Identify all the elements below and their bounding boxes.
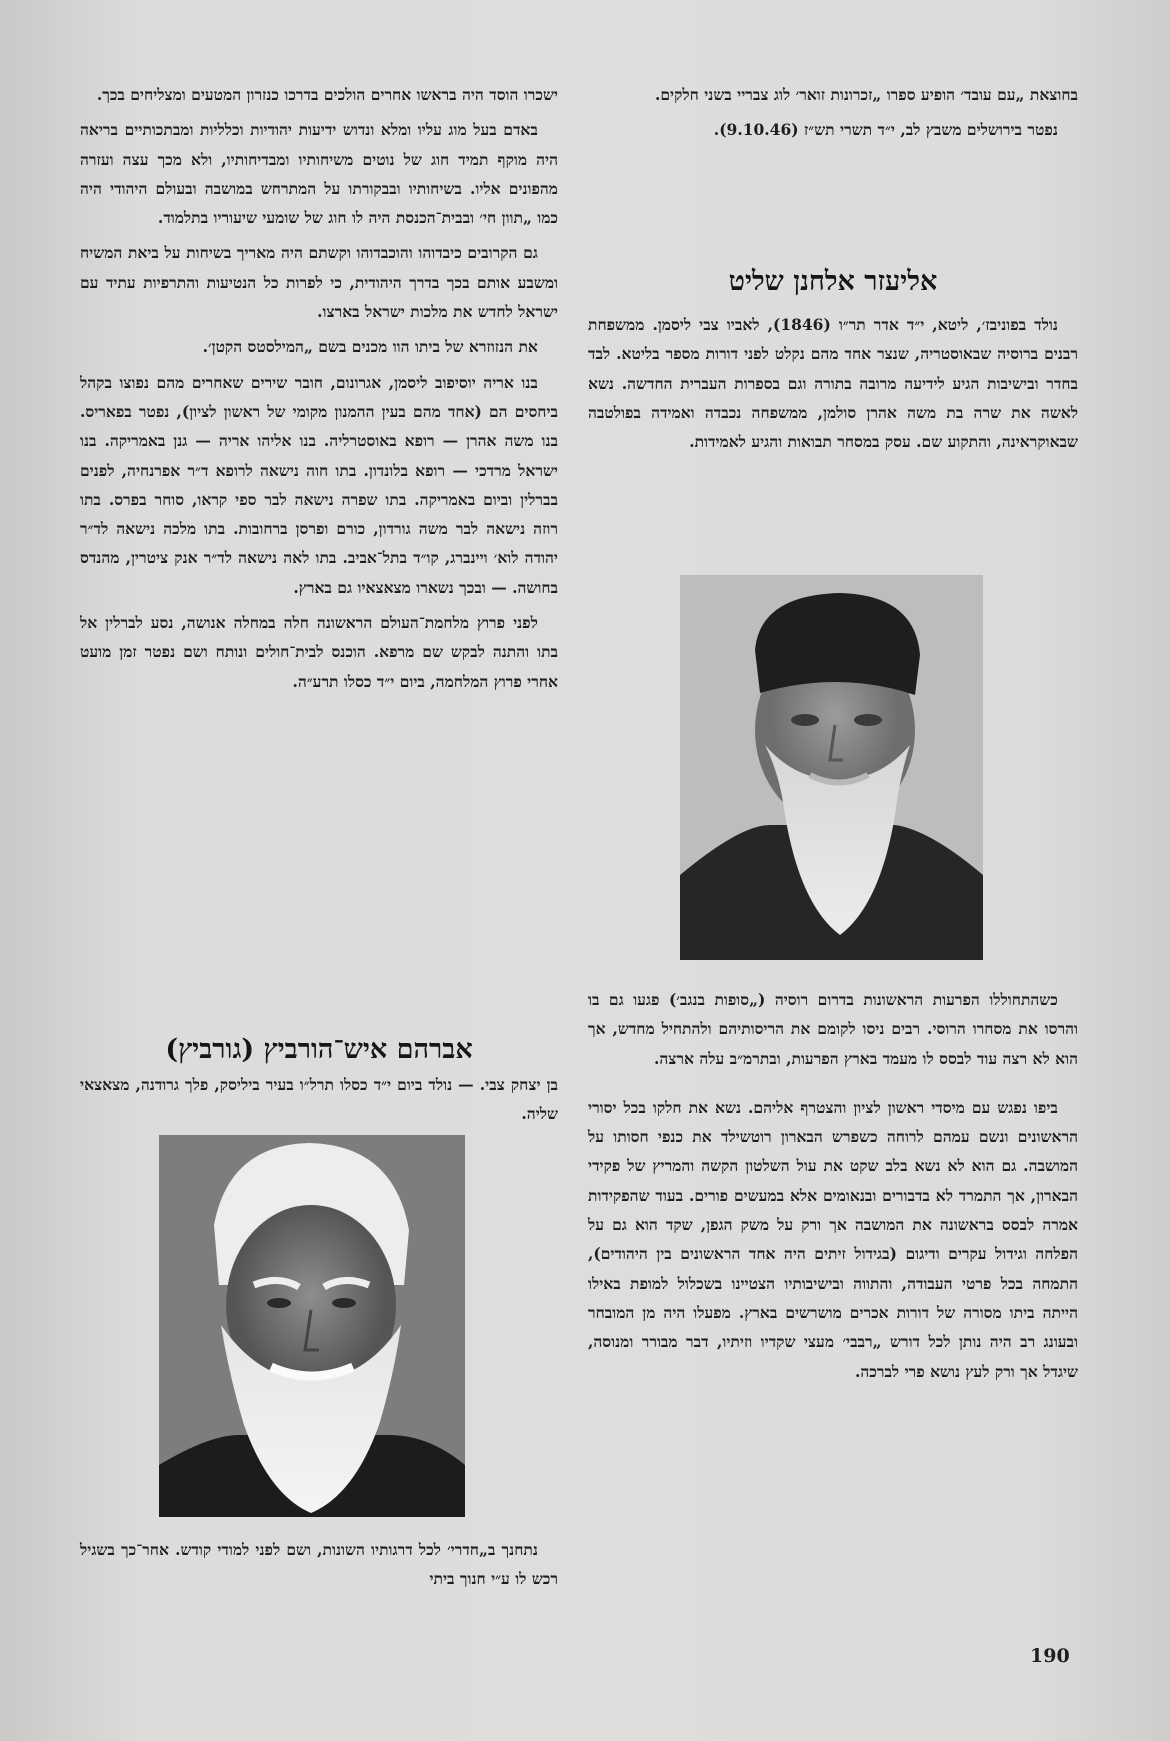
right-top-paragraph-2: נפטר בירושלים משבץ לב, י״ד תשרי תש״ז (9.10.46). <box>713 120 1058 140</box>
left-paragraph-3: גם הקרובים כיבדוהו והוכבדוהו וקשתם היה מאריך בשיחות על ביאת המשיח ומשבע אותם בכך בדרך היהודית, כי לפרות כל הנטיעות והתרפיות עתיד עם ישראל לחדש את מלכות ישראל בארצו. <box>80 243 558 322</box>
left-paragraph-1: ישכרו הוסד היה בראשו אחרים הולכים בדרכו כנזרון המטעים ומצליחים בכך. <box>96 85 558 104</box>
left-paragraph-2: באדם בעל מוג עליו ומלא ונדוש ידיעות יהודיות וכלליות ומבתכותיים בריאה היה מוקף תמיד חוג של נוטים משיחותיו ומבדיחותיו, ולא מכך עצה ועזרה מהפונים אליו. בשיחותיו ובבקורתו על המתרחש במושבה ובעולם היהודי היה כמו „תוון חי׳ ובבית־הכנסת היה לו חוג של שומעי שיעוריו בתלמוד. <box>80 120 558 228</box>
left-paragraph-6: לפני פרוץ מלחמת־העולם הראשונה חלה במחלה אנושה, נסע לברלין אל בתו והתנה לבקש שם מרפא. הוכנס לבית־חולים ונותח ושם נפטר זמן מועט אחרי פרוץ המלחמה, ביום י״ד כסלו תרע״ה. <box>80 613 558 691</box>
portrait-image <box>680 575 983 960</box>
left-paragraph-4: את הנזוזרא של ביתו הוו מכנים בשם „המילסטס הקטן׳. <box>202 337 538 357</box>
right-paragraph-rishon: ביפו נפגש עם מיסדי ראשון לציון והצטרף אליהם. נשא את חלקו בכל יסורי הראשונים ונשם עמהם לרוחה כשפרש הבארון רוטשילד את כנפי חסותו על המושבה. גם הוא לא נשא בלב שקט את עול השלטון הקשה והמריץ של פקידי הבארון, אך התמרד לא בדבורים ובנאומים אלא במעשים פורים. בעוד שהפקידות אמרה לבסס בראשונה את המושבה אך ורק על משק הגפן, שקד הוא גם על הפלחה וגידול עקרים ודיגום (בגידול זיתים היה אחד הראשונים בין היהודים), התמחה בכל פרטי העבודה, והתווה ובישיבותיו הצטיינו בשכלול למופת באילו הייתה ביתו מסורה של דורות אכרים מושרשים בארץ. מפעלו היה מן המובחר ובעונג רב היה נותן לכל דורש „רבבי׳ מעצי שקדיו וזיתיו, דבר מבורר ומנוסה, שיגדל אך ורק לעץ נושא פרי לברכה. <box>588 1097 1078 1381</box>
portrait-photo-schlit <box>680 575 983 960</box>
left-education-paragraph: נתחנך ב„חדרי׳ לכל דרגותיו השונות, ושם לפני למודי קודש. אחר־כך בשגיל רכש לו ע״י חנוך ביתי <box>80 1540 558 1589</box>
left-column <box>80 80 558 702</box>
section-heading: אליעזר אלחנן שליט <box>728 266 938 297</box>
left-bio-block <box>80 1070 558 1135</box>
section-heading: אברהם איש־הורביץ (גורביץ) <box>165 1034 473 1065</box>
entry-heading-schlit <box>588 262 1078 302</box>
page-number: 190 <box>1030 1645 1070 1667</box>
right-paragraph-pogroms: כשהתחוללו הפרעות הראשונות בדרום רוסיה („סופות בנגב׳) פגעו גם בו והרסו את מסחרו הרוסי. רבים ניסו לקומם את הריסותיהם ולהתחיל מחדש, אך הוא לא רצה עוד לבסס לו מעמד בארץ הפרעות, ובתרמ״ב עלה ארצה. <box>588 990 1078 1068</box>
right-top-paragraph-1: בחוצאת „עם עובד׳ הופיע ספרו „זכרונות זואר׳ לוג צבריי בשני חלקים. <box>654 85 1078 104</box>
left-after-photo-block <box>80 1535 558 1600</box>
portrait-image <box>159 1135 465 1517</box>
left-paragraph-5: בנו אריה יוסיפוב ליסמן, אגרונום, חובר שירים שאחרים מהם נפוצו בקהל ביחסים הם (אחד מהם בעין ההמנון מקומי של ראשון לציון), נפטר בפאריס. בנו משה אהרן — רופא באוסטרליה. בנו אליהו אריה — גנן באמריקה. בנו ישראל מרדכי — רופא בלונדון. בתו חוה נישאה לרופא ד״ר אפרנחיה, לפנים בברלין וביום באמריקה. בתו שפרה נישאה לבר ספי קראו, סוחר בפרס. בתו רוזה נישאה לבר משה גורדון, כורם ופרסן ברחובות. בתו מלכה נישאה לד״ר יהודה לוא׳ ויינברג, קו״ד בתל־אביב. בתו לאה נישאה לד״ר אנק ציטרין, מהנדס בחושה. — ובכך נשארו מצאצאיו גם בארץ. <box>80 372 558 597</box>
right-after-photo-block <box>588 985 1078 1392</box>
entry-heading-horowitz <box>80 1030 558 1070</box>
right-bio-paragraph: נולד בפוניבז׳, ליטא, י״ד אדר תר״ו (1846), לאביו צבי ליסמן. ממשפחת רבנים ברוסיה שבאוסטריה, שנצר אחד מהם נקלט לפני דורות מספר בליטא. לבד בחדר ובישיבות הגיע לידיעה מרובה בתורה וגם בספרות העברית החדשה. נשא לאשה את שרה בת משה אהרן סולמן, ממשפחה נכבדה ואמידה בפולטבה שבאוקראינה, והתקוע שם. עסק במסחר תבואות והגיע לאמידות. <box>588 315 1078 452</box>
right-bio-block <box>588 310 1078 462</box>
portrait-photo-horowitz <box>159 1135 465 1517</box>
left-bio-paragraph: בן יצחק צבי. — נולד ביום י״ד כסלו תרל״ו בעיר ביליסק, פלך גרודנה, מצאצאי שליה. <box>80 1075 558 1124</box>
right-column <box>588 80 1078 151</box>
